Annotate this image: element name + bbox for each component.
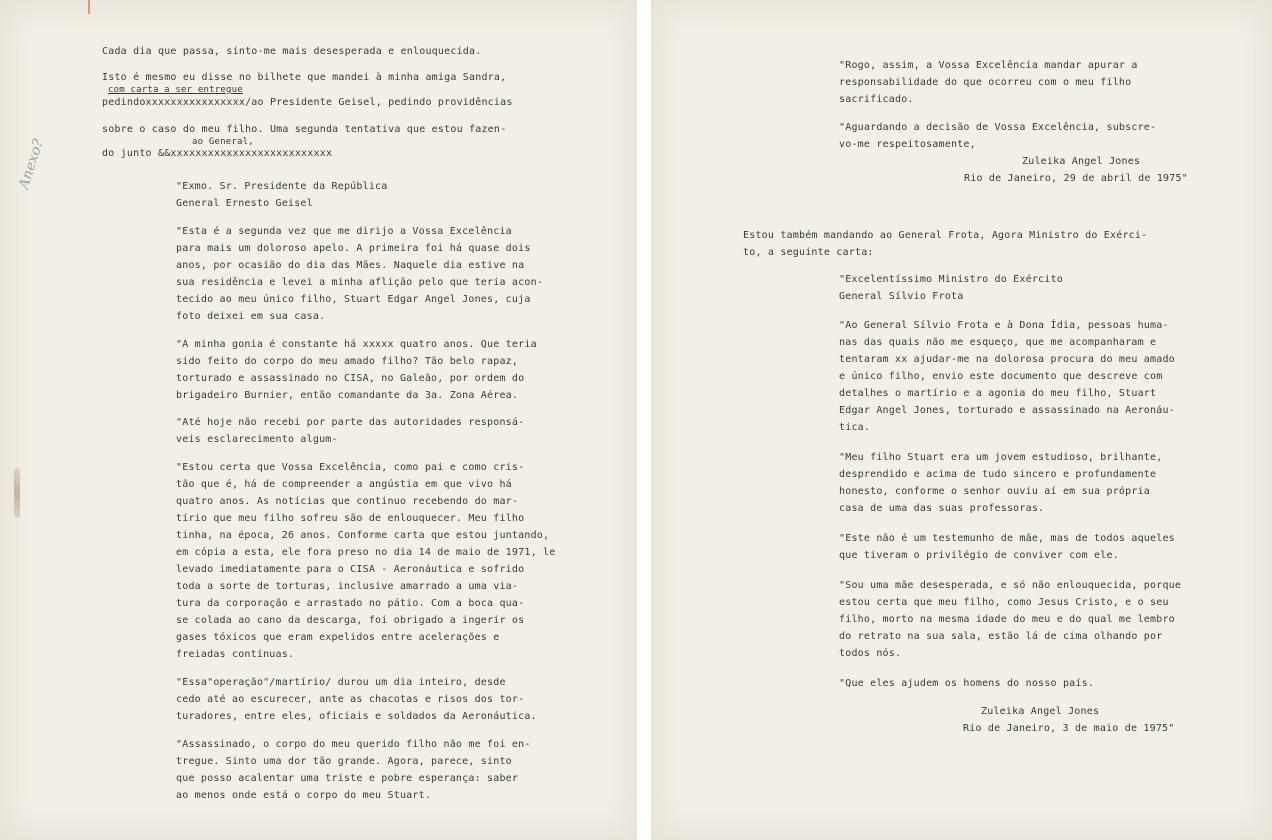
text-line: se colada ao cano da descarga, foi obrigado a ingerir os xyxy=(176,615,525,626)
text-line: detalhes o martírio e a agonia do meu filho, Stuart xyxy=(839,388,1157,399)
text-line: do junto &&xxxxxxxxxxxxxxxxxxxxxxxxxx xyxy=(102,148,333,159)
text-line: tica. xyxy=(839,422,871,433)
text-line: freiadas contínuas. xyxy=(176,649,295,660)
text-line: sacrificado. xyxy=(839,94,914,105)
text-line: "Este não é um testemunho de mãe, mas de todos aqueles xyxy=(839,533,1175,544)
text-line: tentaram xx ajudar-me na dolorosa procura do meu amado xyxy=(839,354,1175,365)
text-line: "Assassinado, o corpo do meu querido filho não me foi en- xyxy=(176,739,531,750)
text-line: gases tóxicos que eram expelidos entre acelerações e xyxy=(176,632,500,643)
text-line: nas das quais não me esqueço, que me acompanharam e xyxy=(839,337,1157,348)
text-line: para mais um doloroso apelo. A primeira foi há quase dois xyxy=(176,243,531,254)
paper-mark xyxy=(88,0,93,14)
text-line: tecido ao meu único filho, Stuart Edgar Angel Jones, cuja xyxy=(176,294,531,305)
text-line: anos, por ocasião do dia das Mães. Naquele dia estive na xyxy=(176,260,525,271)
text-line: toda a sorte de torturas, inclusive amarrado a uma via- xyxy=(176,581,519,592)
interlinear-insert: com carta a ser entregue xyxy=(108,85,243,95)
address-line: "Excelentíssimo Ministro do Exército xyxy=(839,274,1063,285)
text-line: "Que eles ajudem os homens do nosso país. xyxy=(839,678,1095,689)
text-line: desprendido e acima de tudo sincero e profundamente xyxy=(839,469,1157,480)
text-line: "Rogo, assim, a Vossa Excelência mandar apurar a xyxy=(839,60,1138,71)
text-line: tinha, na época, 26 anos. Conforme carta que estou juntando, xyxy=(176,530,550,541)
text-line: foto deixei em sua casa. xyxy=(176,311,326,322)
text-line: "Sou uma mãe desesperada, e só não enlouquecida, porque xyxy=(839,580,1182,591)
text-line: "Meu filho Stuart era um jovem estudioso, brilhante, xyxy=(839,452,1163,463)
text-line: que tiveram o privilégio de conviver com ele. xyxy=(839,550,1119,561)
text-line: torturado e assassinado no CISA, no Galeão, por ordem do xyxy=(176,373,525,384)
text-line: sido feito do corpo do meu amado filho? Tão belo rapaz, xyxy=(176,356,519,367)
text-line: honesto, conforme o senhor ouviu aí em sua própria xyxy=(839,486,1151,497)
text-line: Isto é mesmo eu disse no bilhete que mandei à minha amiga Sandra, xyxy=(102,72,507,83)
text-line: "Ao General Sílvio Frota e à Dona Ídia, pessoas huma- xyxy=(839,320,1169,331)
text-line: "Essa"operação"/martírio/ durou um dia inteiro, desde xyxy=(176,677,506,688)
text-line: responsabilidade do que ocorreu com o meu filho xyxy=(839,77,1132,88)
text-line: tura da corporação e arrastado no pátio. Com a boca qua- xyxy=(176,598,525,609)
text-line: do retrato na sua sala, estão lá de cima olhando por xyxy=(839,631,1163,642)
text-line: e único filho, envio este documento que descreve com xyxy=(839,371,1163,382)
text-line: Cada dia que passa, sinto-me mais desesperada e enlouquecida. xyxy=(102,46,482,57)
text-line: "Estou certa que Vossa Excelência, como pai e como cris- xyxy=(176,462,525,473)
text-line: "Até hoje não recebi por parte das autoridades responsá- xyxy=(176,417,525,428)
signature-date: Rio de Janeiro, 3 de maio de 1975" xyxy=(963,723,1175,734)
text-line: "A minha gonia é constante há xxxxx quatro anos. Que teria xyxy=(176,339,537,350)
text-line: brigadeiro Burnier, então comandante da 3a. Zona Aérea. xyxy=(176,390,519,401)
text-line: quatro anos. As notícias que continuo recebendo do mar- xyxy=(176,496,519,507)
text-line: levado imediatamente para o CISA - Aeronáutica e sofrido xyxy=(176,564,525,575)
text-line: tírio que meu filho sofreu são de enlouquecer. Meu filho xyxy=(176,513,525,524)
text-line: tregue. Sinto uma dor tão grande. Agora, parece, sinto xyxy=(176,756,512,767)
text-line: todos nós. xyxy=(839,648,902,659)
address-line: General Ernesto Geisel xyxy=(176,198,313,209)
address-line: General Sílvio Frota xyxy=(839,291,964,302)
text-line: vo-me respeitosamente, xyxy=(839,139,976,150)
signature-name: Zuleika Angel Jones xyxy=(1022,156,1141,167)
text-line: sobre o caso do meu filho. Uma segunda tentativa que estou fazen- xyxy=(102,124,507,135)
text-line: filho, morto na mesma idade do meu e do qual me lembro xyxy=(839,614,1175,625)
text-line: pedindoxxxxxxxxxxxxxxxx/ao Presidente Geisel, pedindo providências xyxy=(102,97,513,108)
signature-name: Zuleika Angel Jones xyxy=(981,706,1100,717)
text-line: em cópia a esta, ele fora preso no dia 14 de maio de 1971, le xyxy=(176,547,556,558)
text-line: to, a seguinte carta: xyxy=(743,247,874,258)
text-line: casa de uma das suas professoras. xyxy=(839,503,1045,514)
signature-date: Rio de Janeiro, 29 de abril de 1975" xyxy=(964,173,1188,184)
text-line: "Esta é a segunda vez que me dirijo a Vossa Excelência xyxy=(176,226,512,237)
interlinear-insert: ao General, xyxy=(192,137,254,147)
text-line: estou certa que meu filho, como Jesus Cristo, e o seu xyxy=(839,597,1169,608)
text-line: "Aguardando a decisão de Vossa Excelência, subscre- xyxy=(839,122,1157,133)
text-line: turadores, entre eles, oficiais e soldados da Aeronáutica. xyxy=(176,711,537,722)
text-line: que posso acalentar uma triste e pobre esperança: saber xyxy=(176,773,519,784)
text-line: Estou também mandando ao General Frota, Agora Ministro do Exérci- xyxy=(743,230,1148,241)
address-line: "Exmo. Sr. Presidente da República xyxy=(176,181,388,192)
text-line: sua residência e levei a minha aflição pelo que teria acon- xyxy=(176,277,544,288)
margin-note: Anexo? xyxy=(16,137,48,191)
paper-stain xyxy=(14,468,20,518)
right-page xyxy=(651,0,1272,840)
text-line: cedo até ao escurecer, ante as chacotas e risos dos tor- xyxy=(176,694,525,705)
text-line: Edgar Angel Jones, torturado e assassinado na Aeronáu- xyxy=(839,405,1175,416)
text-line: tão que é, há de compreender a angústia em que vivo há xyxy=(176,479,512,490)
text-line: veis esclarecimento algum- xyxy=(176,434,338,445)
text-line: ao menos onde está o corpo do meu Stuart. xyxy=(176,790,432,801)
